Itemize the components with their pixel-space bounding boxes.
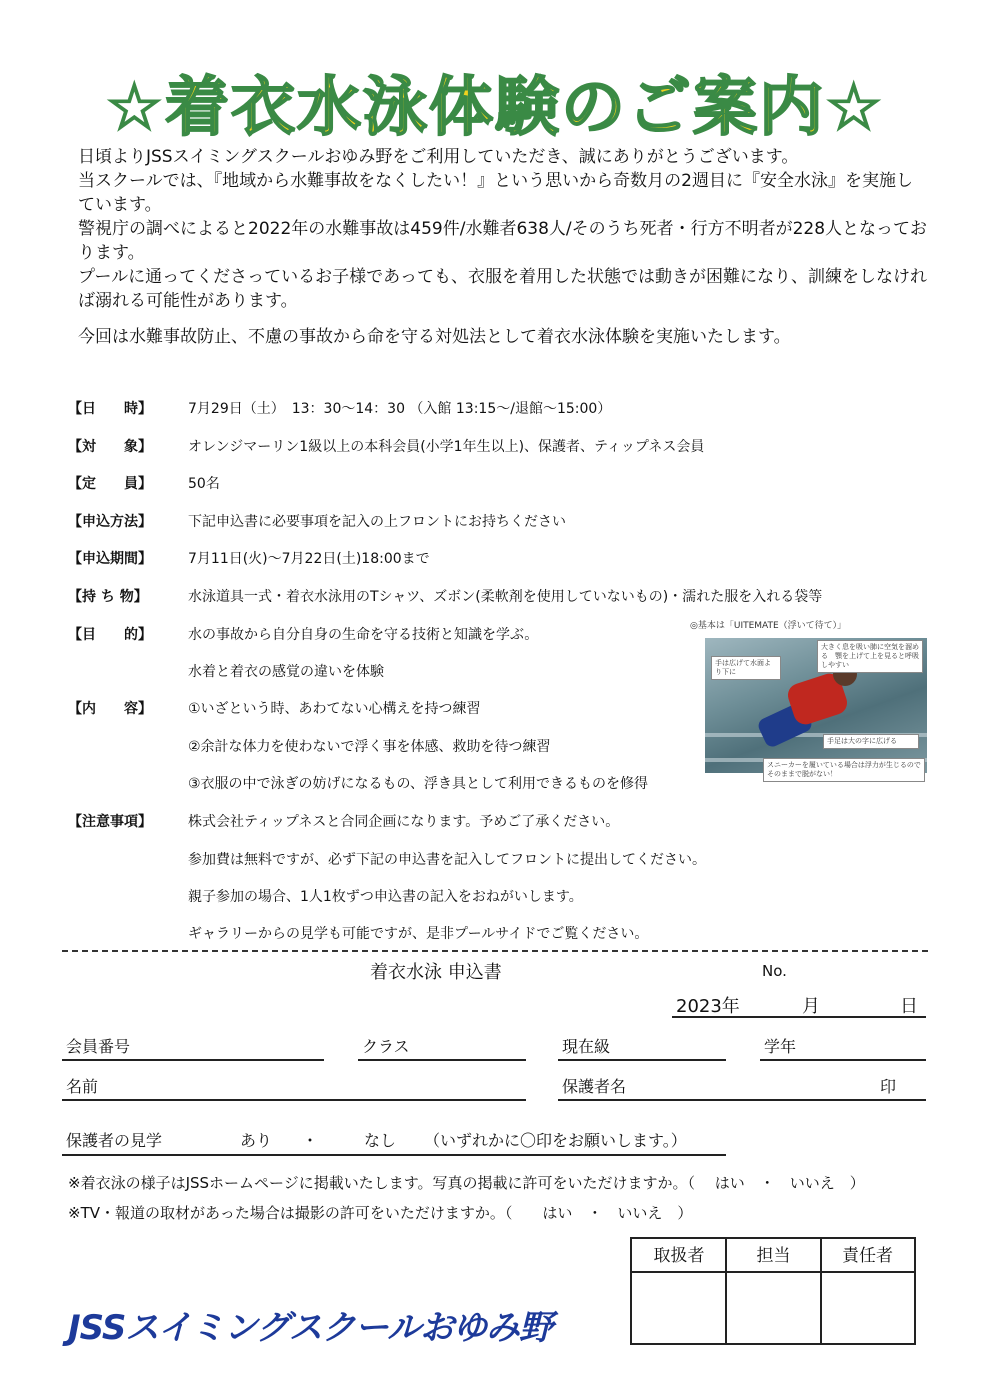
observe-separator: ・ [302,1131,319,1150]
staff-header-manager: 責任者 [821,1239,914,1273]
photo-permission-note: ※着衣泳の様子はJSSホームページに掲載いたします。写真の掲載に許可をいただけますか。（ はい ・ いいえ ） [68,1174,865,1192]
media-permission-note: ※TV・報道の取材があった場合は撮影の許可をいただけますか。（ はい ・ いいえ ） [68,1204,693,1222]
intro-line-1: 日頃よりJSSスイミングスクールおゆみ野をご利用していただき、誠にありがとうございます。 [78,147,799,167]
class-field[interactable]: クラス [358,1033,526,1061]
photo-annotation: 手足は大の字に広げる [823,734,919,749]
form-number-label: No. [762,962,787,980]
grade-field[interactable]: 現在級 [558,1033,726,1061]
photo-annotation: スニーカーを履いている場合は浮力が生じるのでそのままで脱がない！ [763,758,925,782]
guardian-name-field[interactable]: 保護者名 印 [558,1073,926,1101]
intro-line-4: プールに通ってくださっているお子様であっても、衣服を着用した状態では動きが困難になり、訓練をしなければ溺れる可能性があります。 [78,267,927,311]
observe-no-option[interactable]: なし [364,1131,397,1150]
observe-note: （いずれかに〇印をお願いします。） [424,1131,687,1150]
staff-header-handler: 取扱者 [632,1239,726,1273]
photo-annotation: 大きく息を吸い肺に空気を溜める 顎を上げて上を見ると呼吸しやすい [817,640,923,673]
year-label: 2023年 [676,996,740,1017]
form-title: 着衣水泳 申込書 [370,962,502,983]
table-divider [725,1239,727,1343]
swimming-photo [705,638,927,778]
photo-caption: ◎基本は「UITEMATE（浮いて待て）」 [690,621,847,631]
member-number-field[interactable]: 会員番号 [62,1033,324,1061]
school-year-field[interactable]: 学年 [760,1033,926,1061]
staff-header-charge: 担当 [726,1239,821,1273]
photo-annotation: 手は広げて水面より下に [711,656,781,680]
intro-line-3: 警視庁の調べによると2022年の水難事故は459件/水難者638人/そのうち死者・行方不明者が228人となっております。 [78,219,928,263]
intro-text [78,145,928,349]
page-title: ☆着衣水泳体験のご案内☆ [105,71,885,145]
intro-line-2: 当スクールでは、『地域から水難事故をなくしたい！』という思いから奇数月の2週目に『安全水泳』を実施しています。 [78,171,913,215]
name-field[interactable]: 名前 [62,1073,526,1101]
cut-line [62,950,928,952]
table-divider [820,1239,822,1343]
date-field[interactable] [672,992,926,1018]
day-label: 日 [900,996,918,1017]
month-label: 月 [802,996,820,1017]
staff-table [630,1237,916,1345]
seal-label: 印 [879,1077,896,1096]
jss-logo: JSSスイミングスクールおゆみ野 [68,1308,553,1348]
guardian-observation-field [62,1128,726,1156]
observe-label: 保護者の見学 [66,1131,163,1150]
observe-yes-option[interactable]: あり [240,1131,273,1150]
intro-line-5: 今回は水難事故防止、不慮の事故から命を守る対処法として着衣水泳体験を実施いたします。 [78,327,791,347]
